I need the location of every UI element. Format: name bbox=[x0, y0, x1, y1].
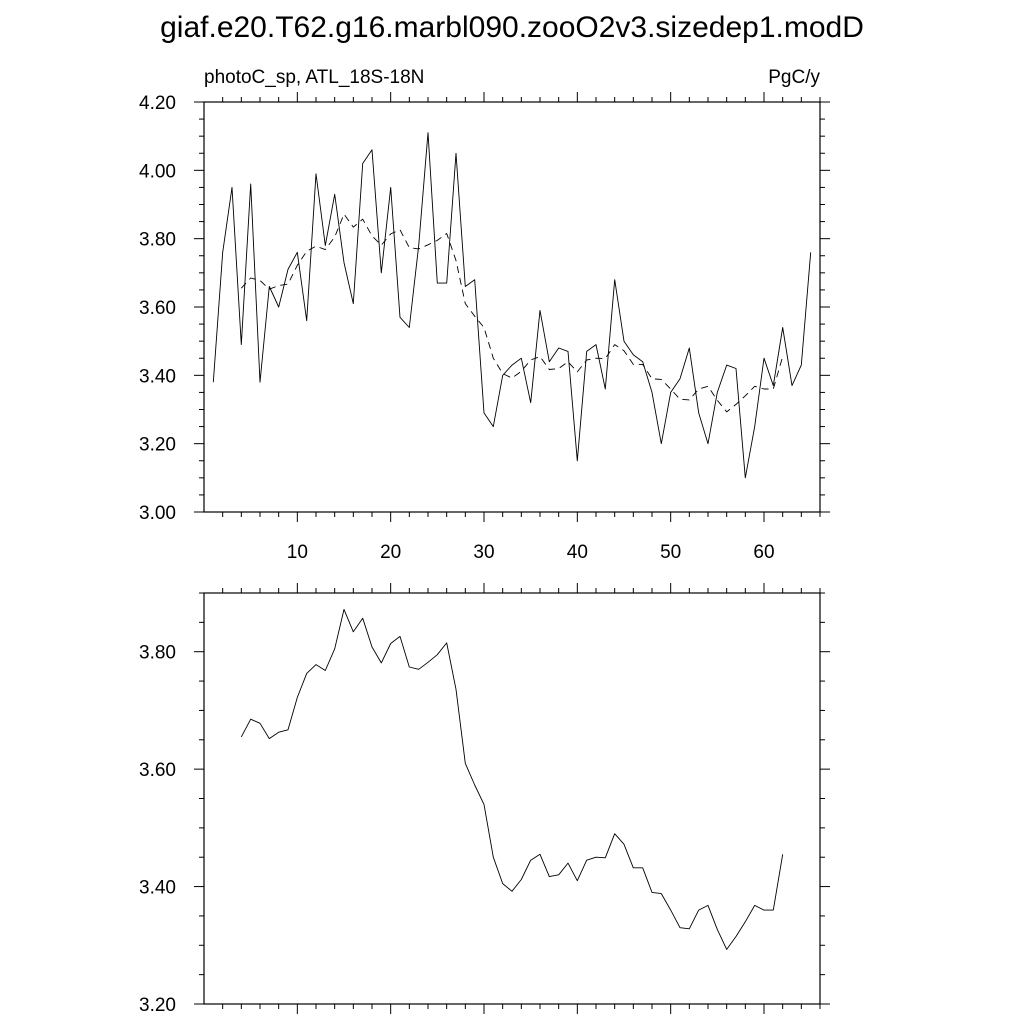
figure-title: giaf.e20.T62.g16.marbl090.zooO2v3.sizedep1.modD bbox=[160, 11, 864, 44]
y-tick-label: 4.20 bbox=[139, 93, 176, 114]
running-mean-line bbox=[241, 214, 782, 412]
plot-frame bbox=[204, 593, 820, 1004]
x-tick-label: 10 bbox=[286, 542, 308, 563]
y-tick-label: 3.20 bbox=[139, 995, 176, 1016]
y-tick-label: 3.80 bbox=[139, 229, 176, 251]
bottom-running-mean-panel bbox=[139, 583, 830, 1016]
time-series-line bbox=[241, 609, 782, 949]
x-tick-label: 40 bbox=[566, 542, 588, 563]
y-tick-label: 3.00 bbox=[139, 503, 176, 524]
x-tick-label: 30 bbox=[473, 542, 495, 563]
plot-frame bbox=[204, 102, 820, 512]
y-tick-label: 3.60 bbox=[139, 298, 176, 319]
x-tick-label: 20 bbox=[380, 542, 402, 563]
y-tick-label: 3.20 bbox=[139, 434, 176, 456]
variable-region-label: photoC_sp, ATL_18S-18N bbox=[204, 67, 425, 88]
units-label: PgC/y bbox=[768, 67, 820, 88]
y-tick-label: 3.60 bbox=[139, 760, 176, 782]
y-tick-label: 3.40 bbox=[139, 877, 176, 899]
y-tick-label: 4.00 bbox=[139, 161, 176, 183]
time-series-line bbox=[213, 133, 810, 478]
y-tick-label: 3.80 bbox=[139, 642, 176, 664]
top-time-series-panel bbox=[139, 92, 830, 563]
x-tick-label: 60 bbox=[753, 542, 775, 563]
y-tick-label: 3.40 bbox=[139, 366, 176, 388]
x-tick-label: 50 bbox=[660, 542, 682, 563]
